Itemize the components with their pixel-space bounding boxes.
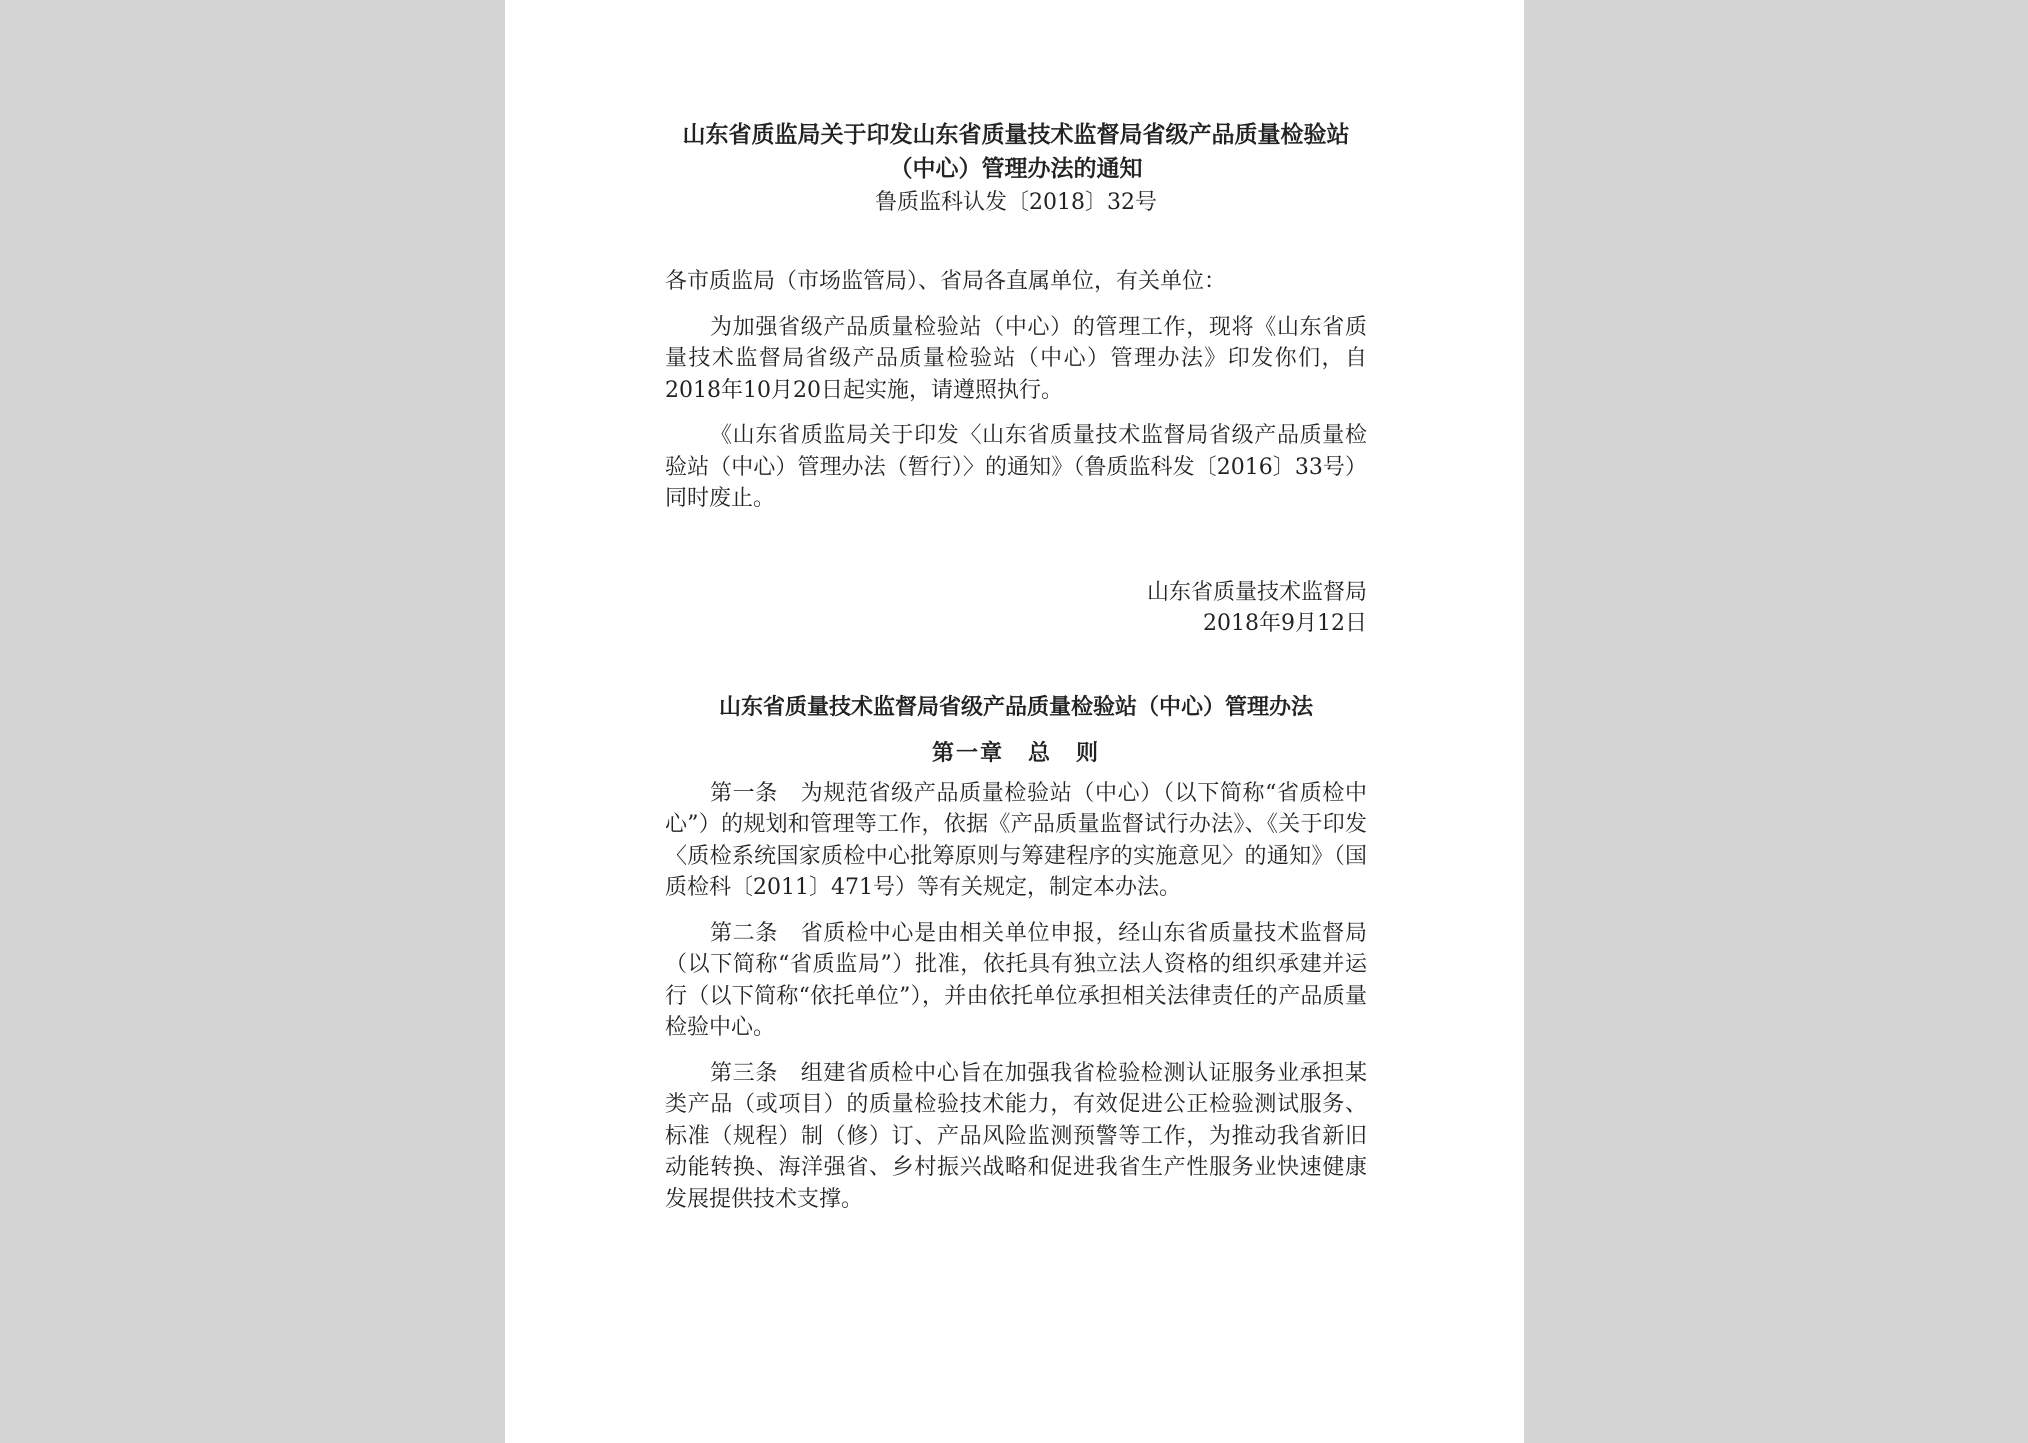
- salutation: 各市质监局（市场监管局）、省局各直属单位，有关单位：: [665, 269, 1227, 294]
- notice-paragraph: 为加强省级产品质量检验站（中心）的管理工作，现将《山东省质量技术监督局省级产品质量检验站（中心）管理办法》印发你们，自2018年10月20日起实施，请遵照执行。: [665, 314, 1367, 403]
- document-content: [665, 118, 1367, 1215]
- notice-paragraph: 《山东省质监局关于印发〈山东省质量技术监督局省级产品质量检验站（中心）管理办法（暂行）〉的通知》（鲁质监科发〔2016〕33号）同时废止。: [665, 423, 1367, 511]
- document-page: [505, 0, 1524, 1443]
- issue-date: 2018年9月12日: [1203, 611, 1367, 636]
- measures-title: 山东省质量技术监督局省级产品质量检验站（中心）管理办法: [718, 693, 1313, 720]
- chapter-heading: 第一章 总 则: [931, 739, 1100, 766]
- issuer-name: 山东省质量技术监督局: [1146, 579, 1367, 605]
- article-paragraph: 第一条 为规范省级产品质量检验站（中心）（以下简称“省质检中心”）的规划和管理等工作，依据《产品质量监督试行办法》、《关于印发〈质检系统国家质检中心批筹原则与筹建程序的实施意见〉的通知》（国质检科〔2011〕471号）等有关规定，制定本办法。: [665, 780, 1367, 900]
- notice-title: 山东省质监局关于印发山东省质量技术监督局省级产品质量检验站（中心）管理办法的通知: [682, 121, 1350, 182]
- article-paragraph: 第三条 组建省质检中心旨在加强我省检验检测认证服务业承担某类产品（或项目）的质量检验技术能力，有效促进公正检验测试服务、标准（规程）制（修）订、产品风险监测预警等工作，为推动我省新旧动能转换、海洋强省、乡村振兴战略和促进我省生产性服务业快速健康发展提供技术支撑。: [665, 1060, 1367, 1212]
- signature-block: [665, 577, 1367, 640]
- document-number: 鲁质监科认发〔2018〕32号: [875, 190, 1157, 215]
- article-paragraph: 第二条 省质检中心是由相关单位申报，经山东省质量技术监督局（以下简称“省质监局”）批准，依托具有独立法人资格的组织承建并运行（以下简称“依托单位”），并由依托单位承担相关法律责任的产品质量检验中心。: [665, 920, 1367, 1040]
